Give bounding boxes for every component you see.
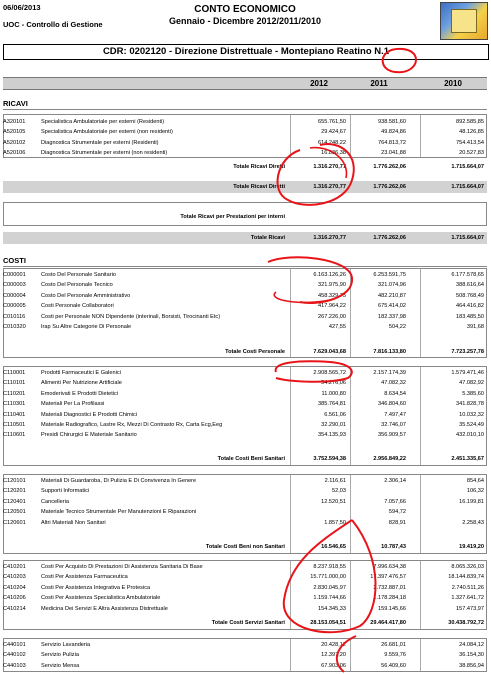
row-code: C410204 (3, 584, 26, 591)
row-desc: Costi Per Assistenza Farmaceutica (41, 574, 128, 581)
row-code: C410201 (3, 564, 26, 570)
report-unit: UOC - Controllo di Gestione (3, 20, 103, 29)
ring-ricavi-totals-b (310, 148, 347, 178)
row-val-2011: 7.057,66 (384, 498, 406, 505)
row-val-2012: 29.424,67 (321, 129, 346, 136)
row-code: A520106 (3, 150, 26, 157)
row-desc: Diagnostica Strumentale per esterni (Residenti) (41, 139, 159, 146)
row-val-2011: 6.253.591,75 (373, 272, 406, 278)
row-desc: Medicina Dei Servizi E Altra Assistenza Distrettuale (41, 605, 168, 612)
row-code: C110501 (3, 422, 26, 428)
ring-servizi (284, 520, 376, 632)
row-desc: Irap Su Altre Categorie Di Personale (41, 324, 132, 330)
row-desc: Servizio Mensa (41, 662, 80, 669)
row-code: C000003 (3, 282, 26, 289)
row-val-2011: 9.559,76 (384, 652, 406, 659)
report-date: 06/06/2013 (3, 3, 41, 12)
total-costi-sanitari: Totale Costi Beni Sanitari 3.752.594,38 2.956.849,22 2.451.335,67 (217, 456, 484, 462)
row-val-2011: 56.409,60 (381, 662, 406, 669)
row-val-2011: 7.996.634,38 (373, 564, 406, 570)
row-val-2010: 2.740.511,26 (451, 584, 484, 591)
row-val-2012: 6.163.126,26 (313, 272, 346, 278)
row-val-2010: 36.154,30 (459, 652, 484, 659)
section-costi-title: COSTI (3, 256, 487, 267)
row-val-2011: 346.804,60 (378, 401, 406, 408)
row-val-2011: 182.337,98 (378, 313, 406, 320)
row-code: C110301 (3, 401, 26, 408)
row-val-2012: 8.237.918,55 (313, 564, 346, 570)
row-val-2012: 2.908.565,72 (313, 370, 346, 376)
ring-lower (337, 636, 356, 672)
row-desc: Costo Del Personale Tecnico (41, 282, 113, 289)
row-val-2010: 6.177.578,65 (451, 272, 484, 278)
row-val-2012: 458.329,75 (318, 292, 346, 299)
row-code: C010320 (3, 324, 26, 330)
row-val-2012: 321.975,90 (318, 282, 346, 289)
row-desc: Materiali Per La Profilassi (41, 401, 105, 408)
ring-ricavi-totals (278, 144, 354, 205)
row-code: A320101 (3, 119, 26, 125)
row-val-2012: 1.857,50 (324, 519, 346, 526)
row-val-2011: 321.074,96 (378, 282, 406, 289)
row-val-2011: 32.746,07 (381, 422, 406, 428)
row-desc: Altri Materiali Non Sanitari (41, 519, 106, 526)
row-val-2010: 432.010,10 (456, 432, 484, 439)
row-val-2012: 6.561,06 (324, 411, 346, 418)
row-desc: Presidi Chirurgici E Materiale Sanitario (41, 432, 137, 439)
row-val-2012: 52,03 (332, 488, 346, 495)
row-desc: Costo Del Personale Sanitario (41, 272, 116, 278)
row-code: C120201 (3, 488, 26, 495)
row-desc: Diagnostica Strumentale per esterni (non residenti) (41, 150, 168, 157)
row-val-2010: 24.084,12 (459, 642, 484, 648)
row-val-2010: 8.065.326,03 (451, 564, 484, 570)
row-code: C120601 (3, 519, 26, 526)
row-code: C110601 (3, 432, 26, 439)
row-code: C120501 (3, 509, 26, 516)
row-val-2011: 7.497,47 (384, 411, 406, 418)
row-code: C110001 (3, 370, 26, 376)
row-desc: Servizio Lavanderia (41, 642, 91, 648)
row-val-2010: 35.524,49 (459, 422, 484, 428)
section-ricavi-title: RICAVI (3, 99, 487, 110)
row-desc: Materiali Diagnostici E Prodotti Chimici (41, 411, 138, 418)
row-val-2012: 1.159.744,66 (313, 595, 346, 602)
row-val-2011: 1.178.284,18 (373, 595, 406, 602)
row-val-2011: 23.041,88 (381, 150, 406, 157)
ring-personale (268, 257, 352, 303)
row-val-2010: 2.258,43 (462, 519, 484, 526)
row-val-2011: 938.581,60 (378, 119, 406, 125)
row-val-2011: 159.145,66 (378, 605, 406, 612)
row-desc: Prodotti Farmaceutici E Galenici (41, 370, 121, 376)
row-val-2010: 754.413,54 (456, 139, 484, 146)
row-val-2010: 157.473,97 (456, 605, 484, 612)
row-val-2011: 828,91 (388, 519, 406, 526)
row-desc: Costi per Personale NON Dipendente (interinali, Borsisti, Tirocinanti Etc) (41, 313, 221, 320)
row-desc: Specialistica Ambulatoriale per esterni (Residenti) (41, 119, 165, 125)
row-val-2010: 508.768,49 (456, 292, 484, 299)
cdr-banner: CDR: 0202120 - Direzione Distrettuale - Montepiano Reatino N.1 (3, 44, 489, 60)
row-val-2011: 47.082,32 (381, 380, 406, 387)
row-val-2011: 482.210,87 (378, 292, 406, 299)
row-code: C000001 (3, 272, 26, 278)
ring-n1 (383, 49, 416, 72)
row-val-2012: 12.397,20 (321, 652, 346, 659)
row-code: C410214 (3, 605, 26, 612)
row-val-2011: 8.634,54 (384, 390, 406, 397)
row-desc: Emoderivati E Prodotti Dietetici (41, 390, 119, 397)
row-val-2012: 20.428,12 (321, 642, 346, 648)
row-desc: Servizio Pulizia (41, 652, 79, 659)
row-val-2011: 764.813,72 (378, 139, 406, 146)
row-val-2010: 341.828,78 (456, 401, 484, 408)
row-val-2011: 49.824,86 (381, 129, 406, 136)
row-code: C120401 (3, 498, 26, 505)
row-val-2012: 32.290,01 (321, 422, 346, 428)
row-val-2010: 18.144.839,74 (448, 574, 484, 581)
row-val-2012: 267.226,00 (318, 313, 346, 320)
row-val-2010: 1.579.471,46 (451, 370, 484, 376)
row-val-2010: 48.126,85 (459, 129, 484, 136)
row-val-2010: 16.199,81 (459, 498, 484, 505)
report-subtitle: Gennaio - Dicembre 2012/2011/2010 (168, 16, 322, 26)
row-code: C000005 (3, 303, 26, 310)
row-desc: Materiali Di Guardaroba, Di Pulizia E Di Convivenza In Genere (41, 478, 197, 484)
row-code: C000004 (3, 292, 26, 299)
row-val-2010: 1.327.641,72 (451, 595, 484, 602)
row-code: A520102 (3, 139, 26, 146)
total-costi-personale: Totale Costi Personale 7.629.043,68 7.816.133,80 7.723.257,78 (225, 349, 484, 355)
row-val-2011: 594,72 (388, 509, 406, 516)
year-col-3: 2010 (444, 79, 462, 88)
row-code: A520105 (3, 129, 26, 136)
row-code: C120101 (3, 478, 26, 484)
ring-farmaceutici (276, 361, 352, 381)
row-val-2012: 16.836,38 (321, 150, 346, 157)
row-val-2012: 2.830.045,97 (313, 584, 346, 591)
row-val-2010: 892.585,85 (456, 119, 484, 125)
row-code: C440103 (3, 662, 26, 669)
row-desc: Specialistica Ambulatoriale per esterni (non residenti) (41, 129, 173, 136)
row-val-2010: 10.032,32 (459, 411, 484, 418)
row-val-2012: 354.135,93 (318, 432, 346, 439)
row-val-2012: 154.345,33 (318, 605, 346, 612)
row-val-2011: 26.681,01 (381, 642, 406, 648)
row-code: C110401 (3, 411, 26, 418)
row-val-2010: 388.616,64 (456, 282, 484, 289)
total-ricavi-diretti-2: Totale Ricavi Diretti 1.316.270,77 1.776.262,06 1.715.664,07 (3, 181, 487, 193)
row-val-2010: 391,68 (466, 324, 484, 330)
row-desc: Supporti Informatici (41, 488, 90, 495)
row-desc: Cancelleria (41, 498, 69, 505)
row-desc: Costi Per Assistenza Specialistica Ambulatoriale (41, 595, 161, 602)
total-ricavi-diretti-1: Totale Ricavi Diretti 1.316.270,77 1.776.262,06 1.715.664,07 (233, 164, 484, 170)
year-col-2: 2011 (370, 79, 388, 88)
row-val-2010: 47.082,92 (459, 380, 484, 387)
row-desc: Costi Per Acquisto Di Prestazioni Di Assistenza Sanitaria Di Base (41, 564, 203, 570)
row-val-2010: 20.527,83 (459, 150, 484, 157)
row-val-2011: 356.909,57 (378, 432, 406, 439)
report-title: CONTO ECONOMICO (194, 4, 296, 15)
row-val-2012: 417.964,22 (318, 303, 346, 310)
row-val-2010: 854,64 (466, 478, 484, 484)
row-val-2011: 2.306,14 (384, 478, 406, 484)
row-val-2012: 614.248,22 (318, 139, 346, 146)
row-desc: Costo Del Personale Amministrativo (41, 292, 131, 299)
row-code: C440102 (3, 652, 26, 659)
year-col-1: 2012 (310, 79, 328, 88)
row-code: C410203 (3, 574, 26, 581)
row-val-2012: 67.903,06 (321, 662, 346, 669)
row-code: C110101 (3, 380, 26, 387)
row-desc: Materiale Radiografico, Lastre Rx, Mezzi Di Contrasto Rx, Carta Ecg,Eeg (41, 422, 223, 428)
row-val-2011: 2.732.887,01 (373, 584, 406, 591)
row-val-2012: 15.771.000,00 (310, 574, 346, 581)
row-desc: Alimenti Per Nutrizione Artificiale (41, 380, 122, 387)
row-val-2010: 106,32 (466, 488, 484, 495)
row-desc: Materiale Tecnico Strumentale Per Manutenzioni E Riparazioni (41, 509, 197, 516)
ring-personale-b (274, 292, 330, 302)
row-val-2012: 11.000,80 (321, 390, 346, 397)
total-costi-non-sanitari: Totale Costi Beni non Sanitari 16.546,65 10.787,43 19.419,20 (205, 544, 484, 550)
row-val-2012: 655.761,50 (318, 119, 346, 125)
row-desc: Costi Personale Collaboratori (41, 303, 114, 310)
row-val-2011: 17.397.476,57 (370, 574, 406, 581)
row-val-2012: 12.520,51 (321, 498, 346, 505)
row-code: C110201 (3, 390, 26, 397)
row-val-2011: 504,22 (388, 324, 406, 330)
row-val-2012: 427,55 (328, 324, 346, 330)
row-code: C410206 (3, 595, 26, 602)
total-ricavi: Totale Ricavi 1.316.270,77 1.776.262,06 1.715.664,07 (3, 232, 487, 244)
total-costi-servizi: Totale Costi Servizi Sanitari 28.153.054,51 29.464.417,80 30.438.792,72 (211, 620, 484, 626)
row-code: C440101 (3, 642, 26, 648)
row-val-2010: 183.485,50 (456, 313, 484, 320)
row-val-2010: 38.856,94 (459, 662, 484, 669)
row-val-2010: 5.385,60 (462, 390, 484, 397)
row-val-2012: 54.276,06 (321, 380, 346, 387)
row-val-2011: 675.414,02 (378, 303, 406, 310)
row-val-2011: 2.157.174,39 (373, 370, 406, 376)
row-code: C010116 (3, 313, 26, 320)
row-val-2010: 464.416,82 (456, 303, 484, 310)
row-val-2012: 385.764,81 (318, 401, 346, 408)
row-val-2012: 2.116,61 (324, 478, 346, 484)
total-ricavi-interni: Totale Ricavi per Prestazioni per interni (180, 214, 285, 220)
row-desc: Costi Per Assistenza Integrativa E Protesica (41, 584, 151, 591)
